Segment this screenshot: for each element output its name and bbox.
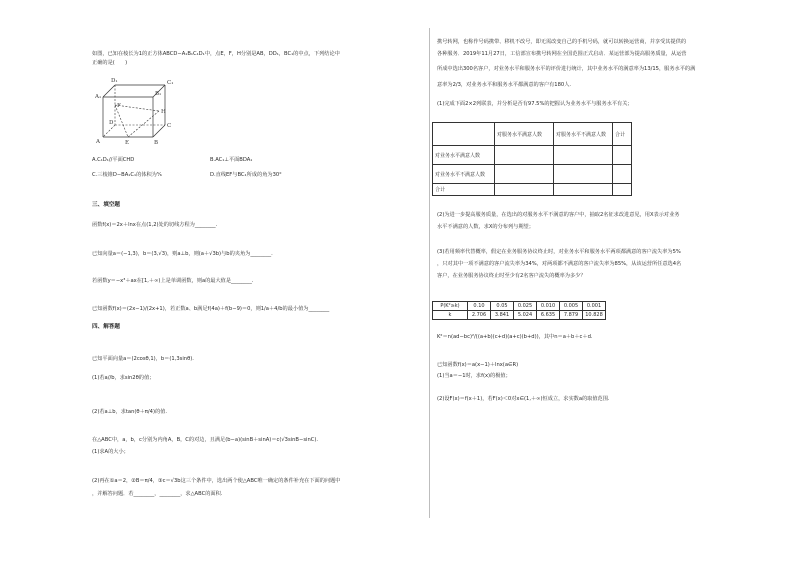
function-problem-part-2: (2)设F(x)＝f(x＋1)，若F(x)＜0对x∈(1,＋∞)恒成立，求实数a的取值范围.	[437, 396, 610, 402]
k-table-cell: 5.024	[514, 311, 537, 320]
label-a1: A₁	[95, 94, 102, 100]
label-e: E	[125, 140, 130, 146]
k-table-cell: 3.841	[491, 311, 514, 320]
triangle-problem-part-2: (2)再在①a＝2，②B＝π/4，③c＝√3b这三个条件中，选出两个使△ABC唯一确定的条件补充在下面的问题中	[92, 478, 341, 484]
function-problem-stem: 已知函数f(x)＝a(x−1)＋lnx(a∈R)	[437, 362, 519, 368]
label-h: H	[161, 109, 166, 115]
k-table-cell: 0.010	[537, 302, 560, 311]
option-a: A.C₁D₁//平面CHD	[92, 157, 135, 163]
k-table-header: P(K²≥k)	[433, 302, 468, 311]
triangle-problem-part-2-cont: ，并解答问题．若________，________，求△ABC的面积.	[92, 491, 223, 497]
label-a: A	[96, 139, 100, 145]
contingency-row-label: 对业务水平不满意人数	[433, 165, 495, 184]
contingency-cell	[554, 146, 613, 165]
contingency-header-cell: 对服务水平满意人数	[495, 123, 554, 146]
fill-question-1: 函数f(x)＝2x＋lnx在点(1,2)处的切线方程为________.	[92, 222, 218, 228]
triangle-problem-stem: 在△ABC中，a，b，c分别为内角A，B，C的对边，且满足(b−a)(sinB＋sinA)＝c(√3sinB−sinC).	[92, 437, 319, 443]
triangle-problem-part-1: (1)求A的大小；	[92, 449, 129, 455]
option-b: B.AC₁⊥平面BDA₁	[210, 157, 253, 163]
contingency-cell	[495, 146, 554, 165]
k-table-cell: 10.828	[583, 311, 606, 320]
option-c: C.三棱锥D−BA₁C₁的体积为⁵⁄₆	[92, 172, 162, 178]
cube-figure	[95, 72, 190, 150]
carrier-problem-part-3-cont-2: 客户，在业务服务协议终止时至少有2名客户流失的概率为多少？	[437, 273, 586, 279]
fill-question-4: 已知函数f(x)＝(2x−1)/(2x+1)，若正数a、b满足f(4a)＋f(b−9)＝0，则1/a＋4/b的最小值为________	[92, 306, 330, 312]
carrier-problem-intro-4: 意率为2/3，对业务水平和服务水平都满意的客户有180人.	[437, 82, 572, 88]
contingency-cell	[613, 146, 632, 165]
label-c1: C₁	[167, 80, 174, 86]
label-f: F	[117, 103, 121, 109]
carrier-problem-part-1: (1)完成下面2×2列联表，并分析是否有97.5%的把握认为业务水平与服务水平有关；	[437, 101, 633, 107]
section-fill-in-heading: 三、填空题	[92, 202, 120, 208]
carrier-problem-intro-1: 携号转网，也称作号码携带、移机不改号，即无需改变自己的手机号码，就可以转换运营商，并享受其提供的	[437, 39, 687, 45]
k-table-header: k	[433, 311, 468, 320]
label-d: D	[109, 120, 114, 126]
column-divider	[429, 28, 430, 518]
k-table-cell: 2.706	[468, 311, 491, 320]
contingency-row-label: 对业务水平满意人数	[433, 146, 495, 165]
contingency-cell	[554, 165, 613, 184]
label-c: C	[167, 123, 172, 129]
carrier-problem-intro-2: 各种服务．2019年11月27日，工信部宣布携号转网在全国范围正式启动．某运营部为提高服务质量，从运营	[437, 51, 687, 57]
fill-question-2: 已知向量a＝(−1,3)，b＝(3,√3)，则a⊥b，则(a＋√3b)与b的夹角为________.	[92, 251, 273, 257]
k-squared-formula: K²＝n(ad−bc)²/((a+b)(c+d)(a+c)(b+d))，其中n＝a＋b＋c＋d.	[437, 334, 593, 340]
carrier-problem-part-2: (2)为进一步提高服务质量，在选出的对服务水平不满意的客户中，抽取2名征求改进意见，用X表示对业务	[437, 212, 680, 218]
fill-question-3: 若函数y＝−x³＋ax在[1,＋∞)上是单调函数，则a的最大值是________.	[92, 278, 254, 284]
carrier-problem-part-3: (3)若用频率代替概率，假定在业务服务协议终止时，对业务水平和服务水平两项都满意的客户流失率为5%	[437, 249, 681, 255]
carrier-problem-intro-3: 所成中选出300名客户，对业务水平和服务水平的评价进行统计，其中业务水平的满意率为13/15，服务水平的满	[437, 66, 696, 72]
contingency-table	[432, 122, 632, 196]
contingency-header-cell: 合计	[613, 123, 632, 146]
function-problem-part-1: (1)当a＝−1时，求f(x)的极值；	[437, 373, 511, 379]
vector-problem-part-2: (2)若a⊥b，求tan(θ＋π/4)的值.	[92, 409, 168, 415]
option-d: D.直线EF与BC₁所成的角为30°	[210, 172, 282, 178]
k-table-cell: 6.635	[537, 311, 560, 320]
vector-problem-part-1: (1)若a//b，求sin2θ的值；	[92, 375, 155, 381]
label-b1: B₁	[155, 91, 162, 97]
label-d1: D₁	[111, 78, 118, 84]
cube-question-stem: 如图，已知在棱长为1的正方体ABCD−A₁B₁C₁D₁中，点E，F，H分别是AB，DD₁，BC₁的中点，下列结论中	[92, 51, 340, 57]
k-table-cell: 0.10	[468, 302, 491, 311]
section-solution-heading: 四、解答题	[92, 324, 120, 330]
k-table-cell: 0.05	[491, 302, 514, 311]
carrier-problem-part-2-cont: 水平不满意的人数，求X的分布列与期望；	[437, 224, 534, 230]
carrier-problem-part-3-cont: ，只对其中一项不满意的客户流失率为34%，对两项都不满意的客户流失率为85%，从该运营所任意选4名	[437, 261, 682, 267]
contingency-header-cell	[433, 123, 495, 146]
contingency-cell	[554, 184, 613, 196]
contingency-row-label: 合计	[433, 184, 495, 196]
contingency-cell	[495, 184, 554, 196]
k-critical-value-table	[432, 301, 606, 320]
k-table-cell: 0.025	[514, 302, 537, 311]
cube-question-stem-2: 正确的是( )	[92, 60, 128, 66]
k-table-cell: 0.005	[560, 302, 583, 311]
contingency-cell	[495, 165, 554, 184]
k-table-cell: 0.001	[583, 302, 606, 311]
label-b: B	[154, 140, 159, 146]
vector-problem-stem: 已知平面向量a＝(2cosθ,1)，b＝(1,3sinθ).	[92, 356, 194, 362]
contingency-header-cell: 对服务水平不满意人数	[554, 123, 613, 146]
contingency-cell	[613, 184, 632, 196]
contingency-cell	[613, 165, 632, 184]
k-table-cell: 7.879	[560, 311, 583, 320]
